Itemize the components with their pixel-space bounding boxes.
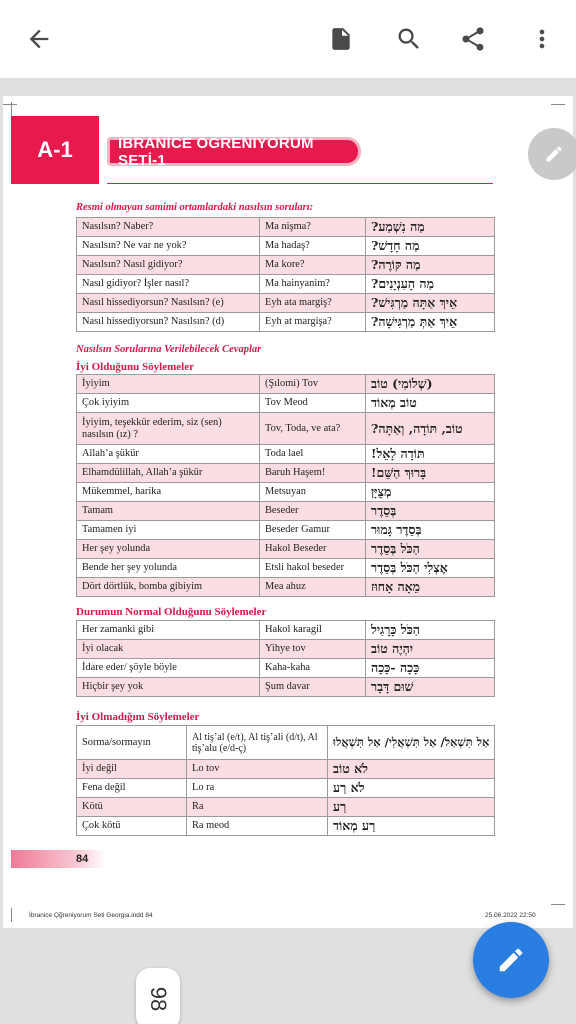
table-row (77, 483, 495, 502)
arrow-back-icon (25, 25, 53, 53)
answer-hebrew: מְצֻיָּן (366, 483, 495, 502)
table-row (77, 413, 495, 445)
share-icon (459, 25, 487, 53)
document-page (3, 96, 573, 928)
page-number-bar (11, 850, 105, 868)
lesson-code-badge: A-1 (11, 116, 99, 184)
good-answers-title: İyi Olduğunu Söylemeler (76, 361, 194, 373)
normal-answers-title: Durumun Normal Olduğunu Söylemeler (76, 606, 267, 618)
question-tr: Nasılsın? Ne var ne yok? (77, 237, 260, 256)
answer-hebrew: בְּסֵדֶר (366, 502, 495, 521)
answer-tr: Kötü (77, 798, 187, 817)
share-button[interactable] (453, 19, 493, 59)
normal-answers-table (76, 620, 495, 697)
answer-tr: İdare eder/ şöyle böyle (77, 659, 260, 678)
answer-translit: Kaha-kaha (260, 659, 366, 678)
crop-mark (551, 104, 565, 118)
question-hebrew: מַה חָדָשׁ? (366, 237, 495, 256)
table-row (77, 275, 495, 294)
question-tr: Nasıl hissediyorsun? Nasılsın? (e) (77, 294, 260, 313)
answer-translit: Beseder (260, 502, 366, 521)
answer-tr: Hiçbir şey yok (77, 678, 260, 697)
table-row (77, 464, 495, 483)
answer-hebrew: רַע (328, 798, 495, 817)
footer-date: 25.06.2022 22:50 (485, 912, 536, 919)
table-header-row (77, 726, 495, 760)
question-hebrew: אֵיךְ אַתָּה מַרְגִּישׁ? (366, 294, 495, 313)
section-questions-title: Resmi olmayan samimi ortamlardaki nasılsın soruları: (76, 202, 314, 213)
answer-translit: Ra meod (187, 817, 328, 836)
answer-translit: Ra (187, 798, 328, 817)
answer-hebrew: טוֹב מְאוֹד (366, 394, 495, 413)
answer-hebrew: שׁוּם דָּבָר (366, 678, 495, 697)
search-icon (395, 25, 423, 53)
question-hebrew: אֵיךְ אַתְּ מַרְגִּישָׁה? (366, 313, 495, 332)
pencil-icon (496, 945, 526, 975)
answer-tr: İyiyim, teşekkür ederim, siz (sen) nasılsın (ız) ? (77, 413, 260, 445)
lesson-title: İBRANİCE ÖĞRENİYORUM SETİ-1 (107, 137, 361, 166)
answer-hebrew: כָּכָה -כָּכָה (366, 659, 495, 678)
table-row (77, 445, 495, 464)
page-indicator-number: 98 (145, 986, 171, 1012)
answer-hebrew: מֵאָה אָחוּז (366, 578, 495, 597)
answer-translit: Toda lael (260, 445, 366, 464)
question-translit: Ma kore? (260, 256, 366, 275)
answer-hebrew: תּוֹדָה לָאֵל! (366, 445, 495, 464)
crop-mark (551, 904, 565, 918)
answer-translit: Beseder Gamur (260, 521, 366, 540)
table-row (77, 521, 495, 540)
annotate-button[interactable] (528, 128, 576, 180)
header-translit: Al tiş’al (e/t), Al tiş’ali (d/t), Al tiş’alu (e/d-ç) (187, 726, 328, 760)
answer-tr: Mükemmel, harika (77, 483, 260, 502)
answer-hebrew: הַכֹּל כָּרָגִיל (366, 621, 495, 640)
pencil-icon (544, 144, 564, 164)
questions-table (76, 217, 495, 332)
bad-answers-table (76, 725, 495, 836)
table-row (77, 678, 495, 697)
table-row (77, 375, 495, 394)
answer-hebrew: אֶצְלִי הַכֹּל בְּסֵדֶר (366, 559, 495, 578)
table-row (77, 659, 495, 678)
question-translit: Eyh ata margiş? (260, 294, 366, 313)
table-row (77, 502, 495, 521)
answer-tr: Tamam (77, 502, 260, 521)
answer-translit: Etsli hakol beseder (260, 559, 366, 578)
answer-translit: Metsuyan (260, 483, 366, 502)
answer-hebrew: (שְׁלוֹמִי) טוֹב (366, 375, 495, 394)
answer-tr: İyi değil (77, 760, 187, 779)
answer-translit: Baruh Haşem! (260, 464, 366, 483)
question-tr: Nasılsın? Naber? (77, 218, 260, 237)
more-vert-icon (528, 25, 556, 53)
document-info-button[interactable] (321, 19, 361, 59)
question-translit: Ma nişma? (260, 218, 366, 237)
answer-tr: Fena değil (77, 779, 187, 798)
answer-translit: Şum davar (260, 678, 366, 697)
table-row (77, 218, 495, 237)
table-row (77, 798, 495, 817)
table-row (77, 294, 495, 313)
answer-tr: Her zamanki gibi (77, 621, 260, 640)
answer-hebrew: לֹא טוֹב (328, 760, 495, 779)
table-row (77, 640, 495, 659)
answer-tr: Çok kötü (77, 817, 187, 836)
page-number: 84 (76, 853, 89, 865)
question-hebrew: מַה נִשְׁמַע? (366, 218, 495, 237)
question-translit: Eyh at margişa? (260, 313, 366, 332)
table-row (77, 621, 495, 640)
page-indicator[interactable] (136, 968, 180, 1024)
table-row (77, 256, 495, 275)
answer-translit: Hakol karagil (260, 621, 366, 640)
table-row (77, 817, 495, 836)
answer-hebrew: בָּרוּךְ הַשֵּׁם! (366, 464, 495, 483)
table-row (77, 540, 495, 559)
answer-hebrew: טוֹב, תּוֹדָה, וְאַתָּה? (366, 413, 495, 445)
answer-hebrew: הַכֹּל בְּסֵדֶר (366, 540, 495, 559)
answer-tr: Tamamen iyi (77, 521, 260, 540)
app-toolbar (0, 0, 576, 78)
table-row (77, 578, 495, 597)
header-hebrew: אַל תִּשְׁאַל/ אַל תִּשְׁאֲלִי/ אַל תִּשְׁאֲלוּ (328, 726, 495, 760)
more-options-button[interactable] (522, 19, 562, 59)
question-tr: Nasılsın? Nasıl gidiyor? (77, 256, 260, 275)
table-row (77, 779, 495, 798)
question-tr: Nasıl gidiyor? İşler nasıl? (77, 275, 260, 294)
edit-fab-button[interactable] (473, 922, 549, 998)
answer-hebrew: לֹא רַע (328, 779, 495, 798)
answer-translit: Hakol Beseder (260, 540, 366, 559)
question-hebrew: מַה קּוֹרֶה? (366, 256, 495, 275)
back-button[interactable] (19, 19, 59, 59)
good-answers-table (76, 374, 495, 597)
answer-tr: Elhamdülillah, Allah’a şükür (77, 464, 260, 483)
answer-translit: Lo tov (187, 760, 328, 779)
answer-tr: Bende her şey yolunda (77, 559, 260, 578)
answer-translit: Yihye tov (260, 640, 366, 659)
table-row (77, 394, 495, 413)
question-translit: Ma hadaş? (260, 237, 366, 256)
question-tr: Nasıl hissediyorsun? Nasılsın? (d) (77, 313, 260, 332)
answer-translit: Mea ahuz (260, 578, 366, 597)
search-button[interactable] (389, 19, 429, 59)
question-hebrew: מַה הָעִנְיָנִים? (366, 275, 495, 294)
crop-mark (11, 908, 25, 922)
answer-translit: Tov Meod (260, 394, 366, 413)
question-translit: Ma hainyanim? (260, 275, 366, 294)
answer-tr: Allah’a şükür (77, 445, 260, 464)
answer-translit: Lo ra (187, 779, 328, 798)
table-row (77, 237, 495, 256)
answer-tr: İyi olacak (77, 640, 260, 659)
table-row (77, 559, 495, 578)
answer-tr: İyiyim (77, 375, 260, 394)
answer-tr: Dört dörtlük, bomba gibiyim (77, 578, 260, 597)
document-icon (328, 25, 354, 53)
answer-hebrew: רַע מְאוֹד (328, 817, 495, 836)
answer-hebrew: יִהְיֶה טוֹב (366, 640, 495, 659)
table-row (77, 760, 495, 779)
table-row (77, 313, 495, 332)
bad-answers-title: İyi Olmadığını Söylemeler (76, 711, 200, 723)
answer-translit: (Şılomi) Tov (260, 375, 366, 394)
section-answers-title: Nasılsın Sorularına Verilebilecek Cevaplar (76, 344, 262, 355)
footer-filename: İbranice O̧g̃reniyorum Seti Georgia.indd 84 (29, 912, 153, 919)
answer-tr: Çok iyiyim (77, 394, 260, 413)
title-rule (107, 183, 493, 184)
answer-translit: Tov, Toda, ve ata? (260, 413, 366, 445)
answer-hebrew: בְּסֵדֶר גָּמוּר (366, 521, 495, 540)
answer-tr: Her şey yolunda (77, 540, 260, 559)
header-tr: Sorma/sormayın (77, 726, 187, 760)
